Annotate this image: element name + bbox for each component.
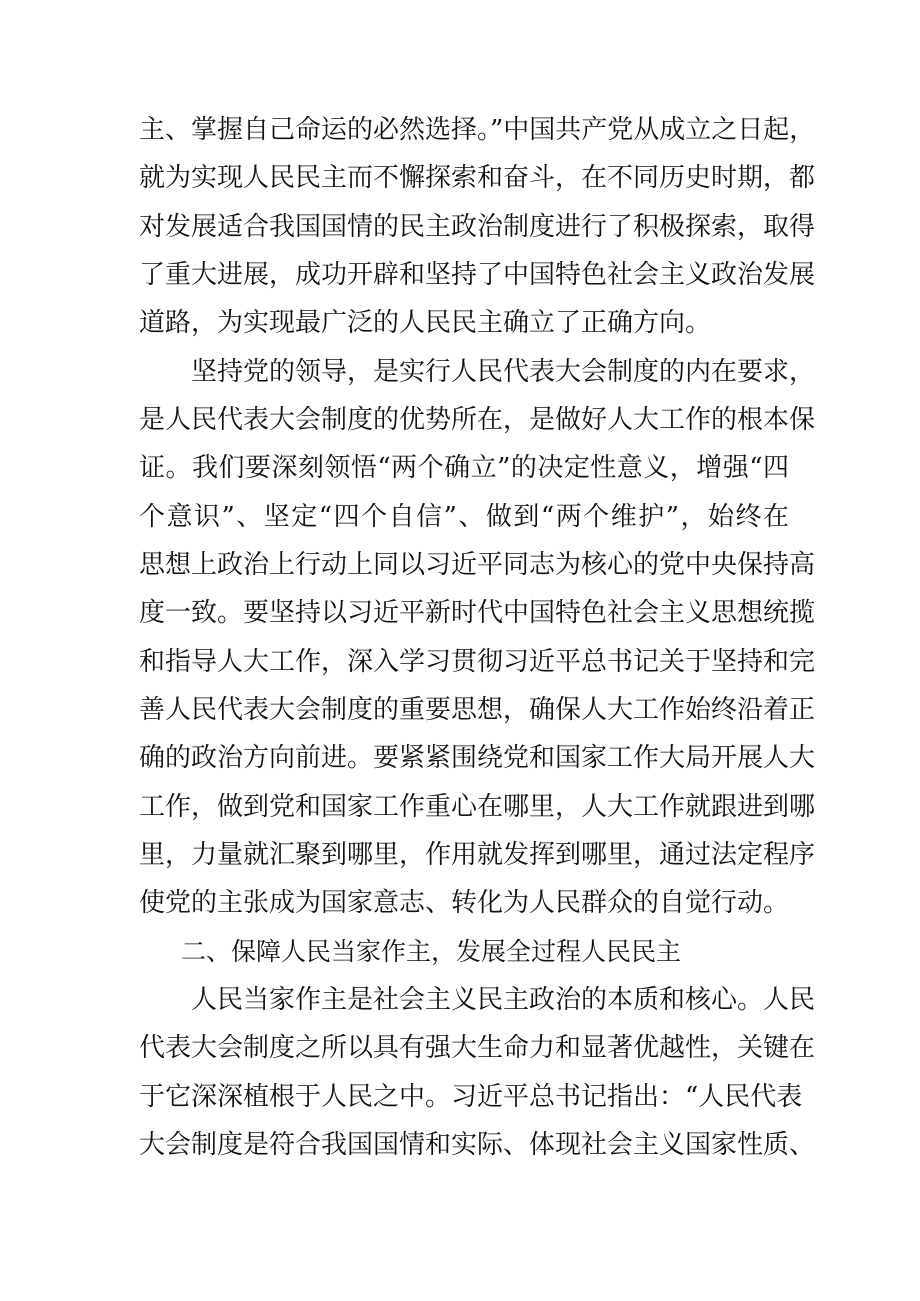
text-line: 大会制度是符合我国国情和实际、体现社会主义国家性质、 [139,1130,816,1160]
section-heading: 二、保障人民当家作主，发展全过程人民民主 [181,937,682,966]
text-line: 人民当家作主是社会主义民主政治的本质和核心。人民 [191,985,816,1015]
text-line: 是人民代表大会制度的优势所在，是做好人大工作的根本保 [139,405,816,435]
text-line: 对发展适合我国国情的民主政治制度进行了积极探索，取得 [139,212,816,242]
text-line: 和指导人大工作，深入学习贯彻习近平总书记关于坚持和完 [139,647,816,677]
text-line: 于它深深植根于人民之中。习近平总书记指出：“人民代表 [139,1082,803,1112]
text-line: 善人民代表大会制度的重要思想，确保人大工作始终沿着正 [139,695,816,725]
text-line: 了重大进展，成功开辟和坚持了中国特色社会主义政治发展 [139,260,816,290]
text-line: 代表大会制度之所以具有强大生命力和显著优越性，关键在 [139,1033,816,1063]
text-line: 工作，做到党和国家工作重心在哪里，人大工作就跟进到哪 [139,792,816,822]
text-line: 就为实现人民民主而不懈探索和奋斗，在不同历史时期，都 [139,163,816,193]
text-line: 证。我们要深刻领悟“两个确立”的决定性意义，增强“四 [139,453,789,483]
text-line: 坚持党的领导，是实行人民代表大会制度的内在要求， [191,357,816,387]
text-line: 道路，为实现最广泛的人民民主确立了正确方向。 [139,308,712,338]
text-line: 主、掌握自己命运的必然选择。”中国共产党从成立之日起， [139,115,816,145]
text-line: 使党的主张成为国家意志、转化为人民群众的自觉行动。 [139,888,790,918]
text-line: 确的政治方向前进。要紧紧围绕党和国家工作大局开展人大 [139,743,816,773]
text-line: 个意识”、坚定“四个自信”、做到“两个维护”，始终在 [139,502,789,532]
text-line: 里，力量就汇聚到哪里，作用就发挥到哪里，通过法定程序 [139,840,816,870]
text-line: 度一致。要坚持以习近平新时代中国特色社会主义思想统揽 [139,598,816,628]
text-line: 思想上政治上行动上同以习近平同志为核心的党中央保持高 [139,550,816,580]
